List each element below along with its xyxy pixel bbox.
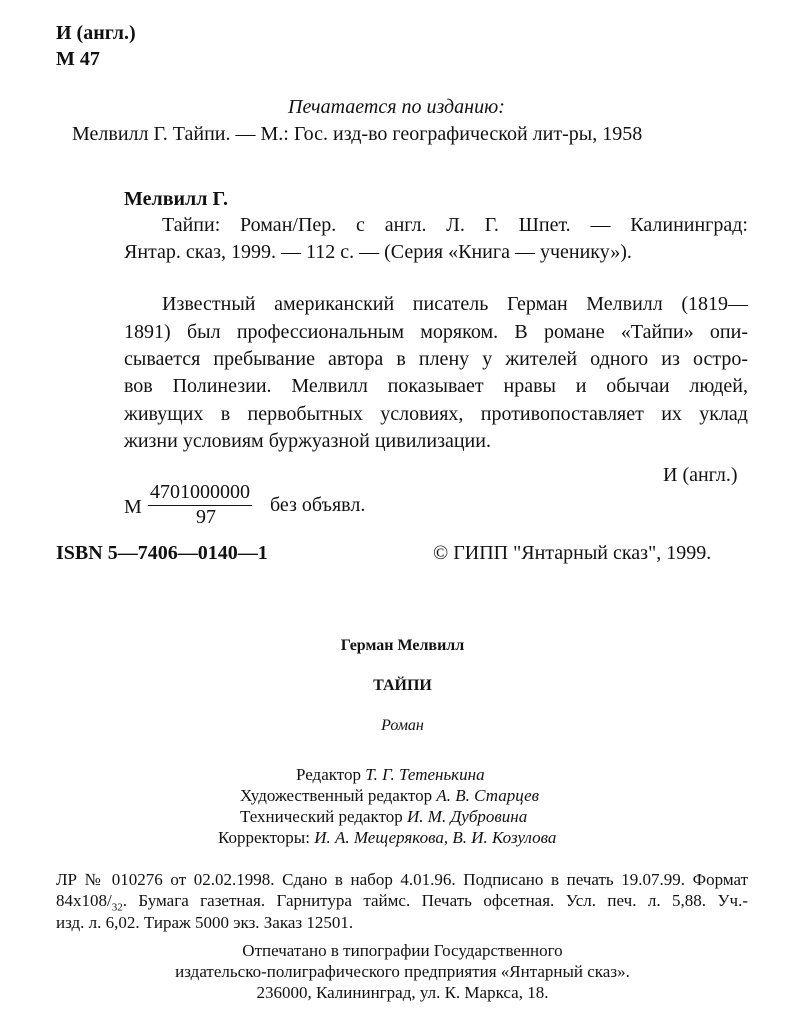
credit-proofreaders — [218, 828, 556, 848]
credit-role: Редактор — [296, 765, 361, 784]
bibliographic-line-2: Янтар. сказ, 1999. — 112 с. — (Серия «Книга — ученику»). — [124, 241, 632, 263]
publishing-details: . Бумага газетная. Гарнитура таймс. Печать офсетная. Усл. печ. л. 5,88. Уч.- — [122, 891, 748, 910]
annotation-line-1: Известный американский писатель Герман Мелвилл (1819— — [162, 293, 748, 315]
formula-denominator: 97 — [196, 506, 216, 528]
credit-person: А. В. Старцев — [436, 786, 540, 805]
publishing-data-line-1: ЛР № 010276 от 02.02.1998. Сдано в набор 4.01.96. Подписано в печать 19.07.99. Формат — [56, 870, 748, 889]
printer-line-2: издательско-полиграфического предприятия «Янтарный сказ». — [175, 962, 630, 981]
formula-letter: М — [124, 496, 142, 518]
annotation-line-3: сывается пребывание автора в плену у жителей одного из остро- — [124, 348, 748, 370]
formula-note: без объявл. — [270, 494, 366, 516]
annotation-line-4: вов Полинезии. Мелвилл показывает нравы и обычаи людей, — [124, 375, 748, 397]
annotation-line-6: жизни условиям буржуазной цивилизации. — [124, 430, 491, 452]
printer-line-3: 236000, Калининград, ул. К. Маркса, 18. — [256, 983, 549, 1002]
format-subscript: 32 — [111, 901, 123, 914]
credit-role: Технический редактор — [240, 807, 403, 826]
credit-role: Корректоры: — [218, 828, 310, 847]
imprint-author: Герман Мелвилл — [340, 637, 465, 654]
publishing-data-line-2 — [56, 891, 748, 913]
author-heading: Мелвилл Г. — [124, 188, 228, 210]
printer-line-1: Отпечатано в типографии Государственного — [242, 941, 563, 960]
annotation-class-code: И (англ.) — [663, 464, 738, 486]
copyright-notice: © ГИПП "Янтарный сказ", 1999. — [433, 542, 712, 564]
imprint-title: ТАЙПИ — [373, 677, 432, 694]
credit-art-editor — [240, 786, 539, 806]
formula-numerator: 4701000000 — [148, 481, 252, 506]
imprint-genre: Роман — [381, 717, 424, 734]
bibliographic-line-1: Тайпи: Роман/Пер. с англ. Л. Г. Шпет. — Калининград: — [162, 214, 748, 236]
credit-role: Художественный редактор — [240, 786, 433, 805]
format-value: 84x108/ — [56, 891, 112, 910]
source-edition-reference: Мелвилл Г. Тайпи. — М.: Гос. изд-во географической лит-ры, 1958 — [72, 123, 643, 145]
annotation-line-5: живущих в первобытных условиях, противопоставляет их уклад — [124, 403, 748, 425]
credit-person: Т. Г. Тетенькина — [365, 765, 485, 784]
cutter-code: М 47 — [56, 48, 100, 70]
source-edition-label: Печатается по изданию: — [288, 96, 505, 118]
credit-person: И. А. Мещерякова, В. И. Козулова — [314, 828, 557, 847]
class-code: И (англ.) — [56, 22, 136, 44]
credit-editor — [296, 765, 485, 785]
annotation-line-2: 1891) был профессиональным моряком. В романе «Тайпи» опи- — [124, 321, 748, 343]
credit-person: И. М. Дубровина — [407, 807, 528, 826]
credit-tech-editor — [240, 807, 527, 827]
publishing-data-line-3: изд. л. 6,02. Тираж 5000 экз. Заказ 12501. — [56, 913, 354, 932]
isbn: ISBN 5—7406—0140—1 — [56, 542, 268, 564]
